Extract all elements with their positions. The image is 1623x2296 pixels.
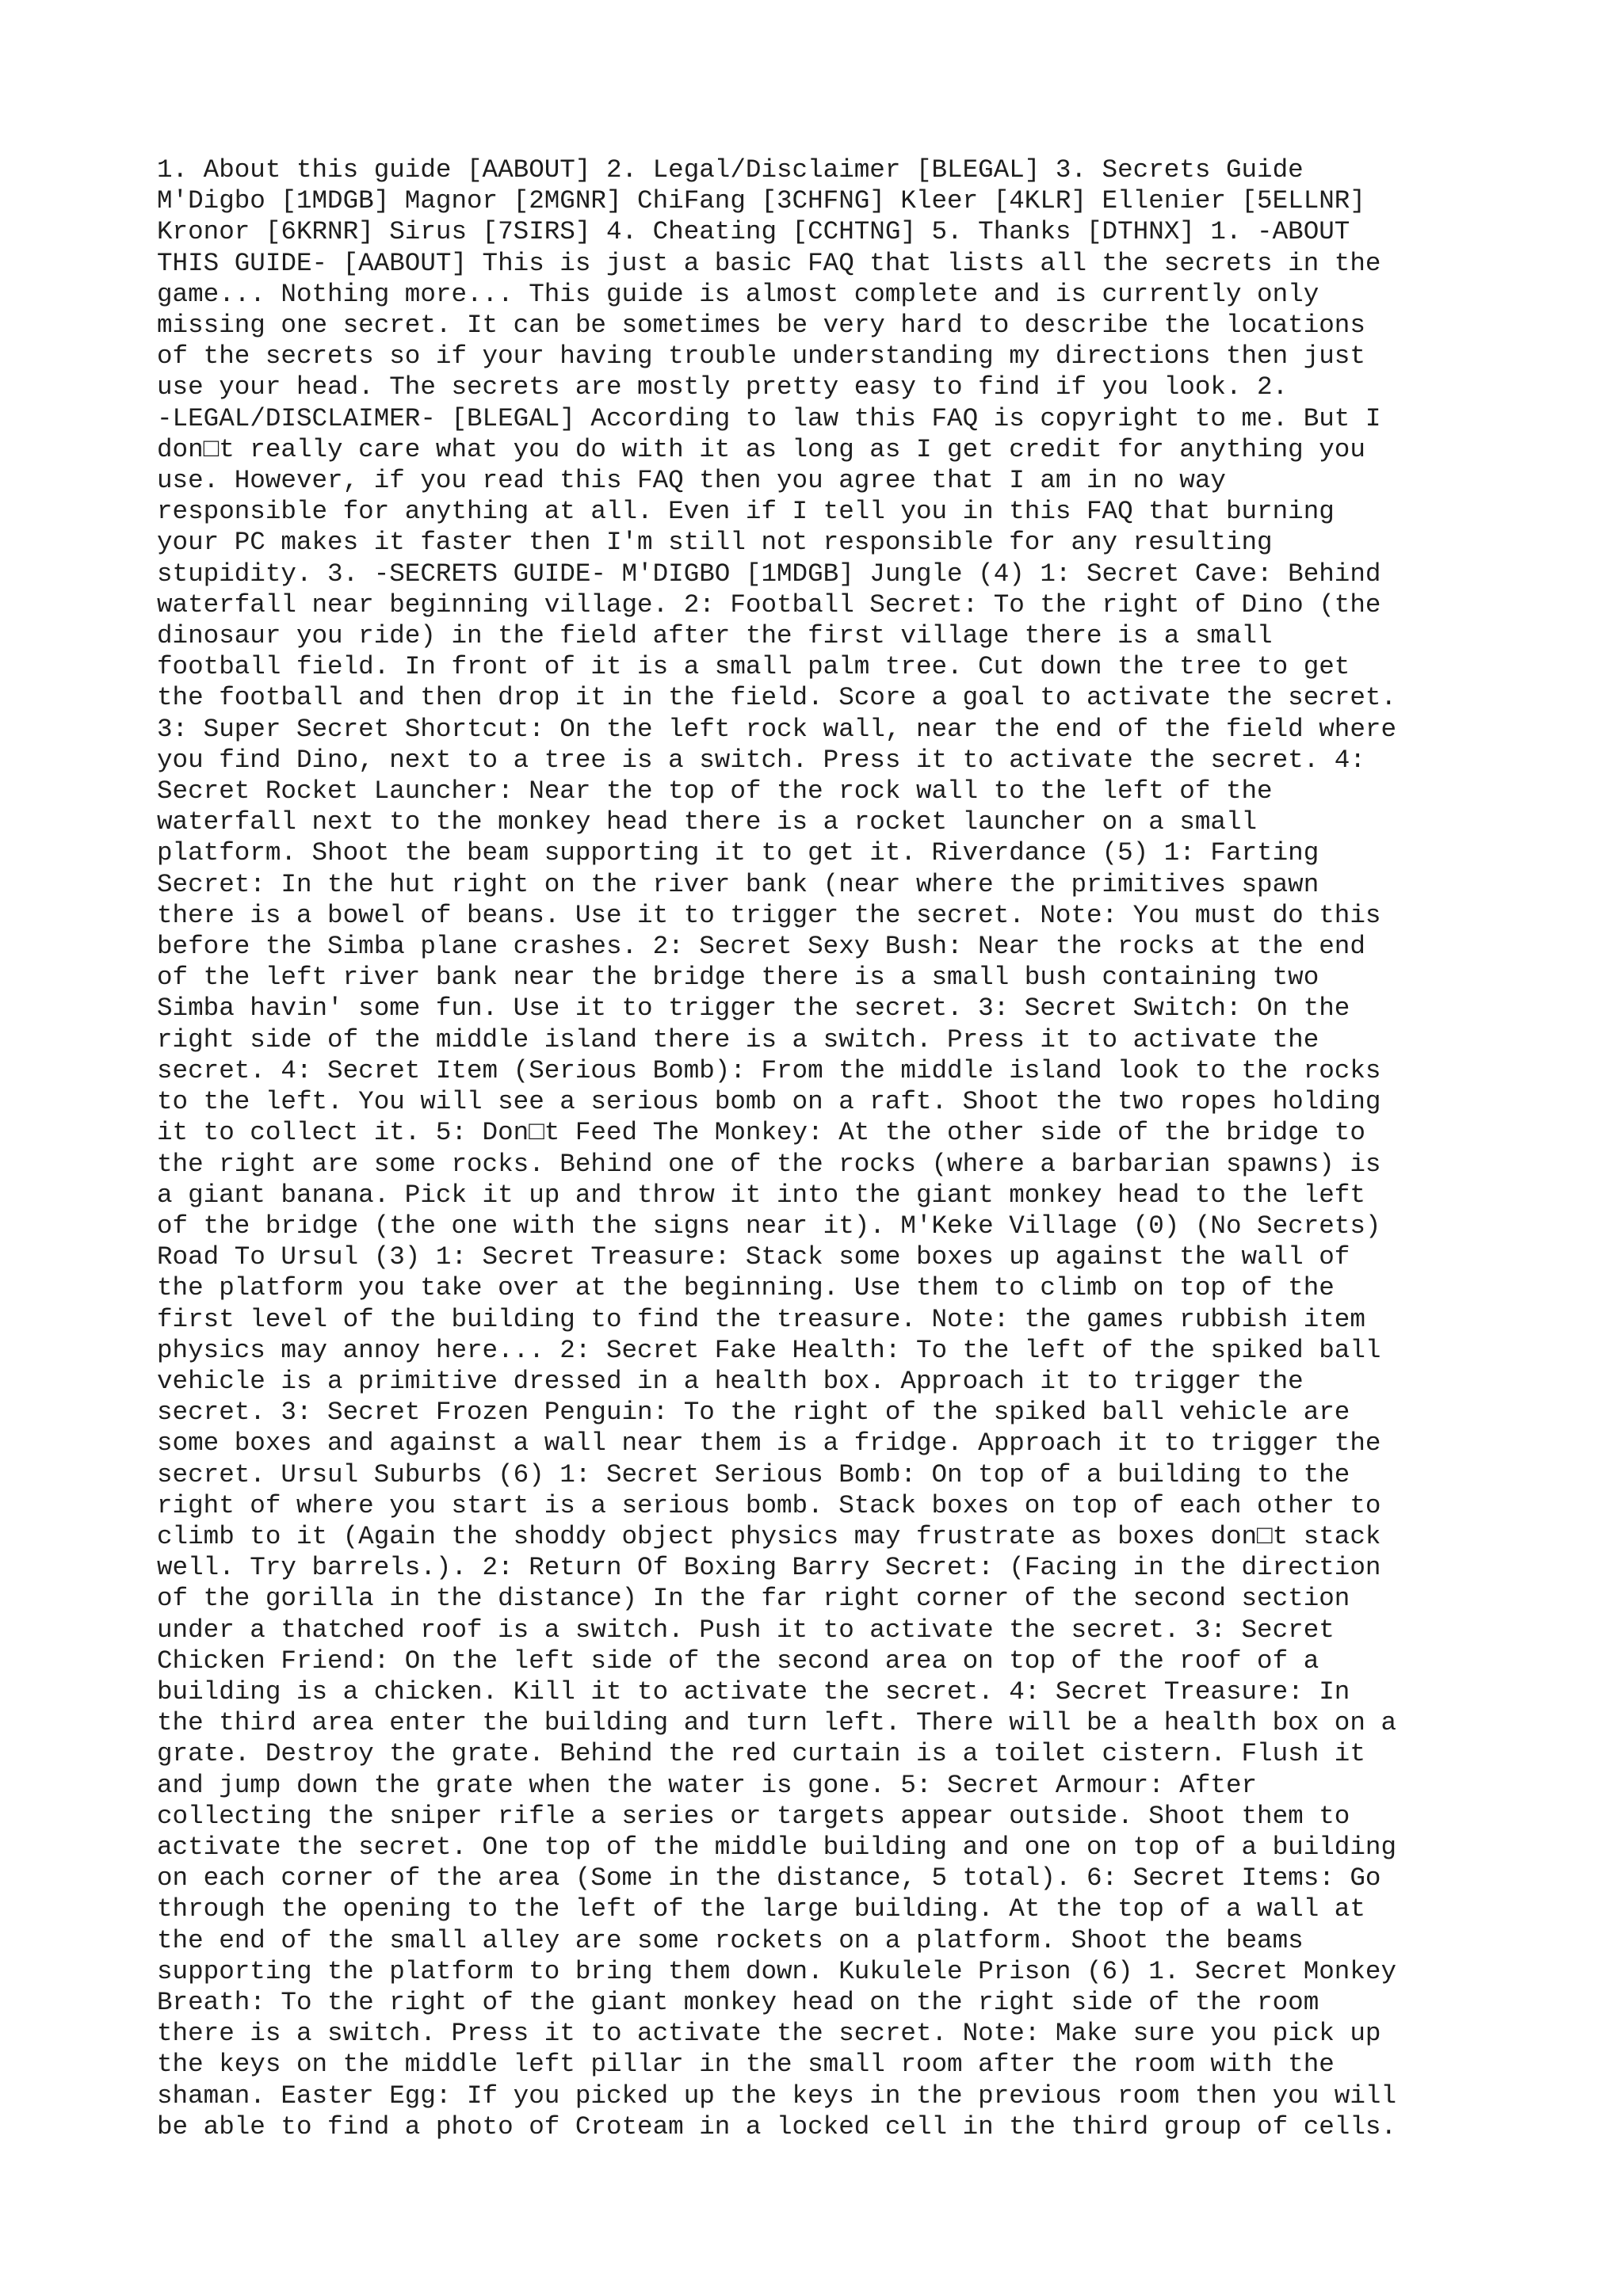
text-line: the third area enter the building and turn left. There will be a health box on a bbox=[157, 1708, 1397, 1738]
text-line: some boxes and against a wall near them is a fridge. Approach it to trigger the bbox=[157, 1428, 1381, 1459]
text-line: THIS GUIDE- [AABOUT] This is just a basic FAQ that lists all the secrets in the bbox=[157, 248, 1381, 278]
text-line: supporting the platform to bring them down. Kukulele Prison (6) 1. Secret Monkey bbox=[157, 1956, 1397, 1986]
text-line: the keys on the middle left pillar in the small room after the room with the bbox=[157, 2050, 1335, 2080]
text-line: the end of the small alley are some rockets on a platform. Shoot the beams bbox=[157, 1925, 1304, 1955]
text-line: right side of the middle island there is a switch. Press it to activate the bbox=[157, 1024, 1319, 1055]
text-line: game... Nothing more... This guide is almost complete and is currently only bbox=[157, 279, 1319, 309]
text-line: use your head. The secrets are mostly pretty easy to find if you look. 2. bbox=[157, 372, 1289, 402]
text-line: don□t really care what you do with it as long as I get credit for anything you bbox=[157, 434, 1365, 464]
text-line: the right are some rocks. Behind one of the rocks (where a barbarian spawns) is bbox=[157, 1149, 1381, 1179]
text-line: you find Dino, next to a tree is a switch. Press it to activate the secret. 4: bbox=[157, 745, 1365, 775]
text-line: building is a chicken. Kill it to activate the secret. 4: Secret Treasure: In bbox=[157, 1676, 1350, 1707]
text-line: first level of the building to find the treasure. Note: the games rubbish item bbox=[157, 1304, 1365, 1334]
text-line: Road To Ursul (3) 1: Secret Treasure: Stack some boxes up against the wall of bbox=[157, 1242, 1350, 1272]
text-line: football field. In front of it is a small palm tree. Cut down the tree to get bbox=[157, 652, 1350, 682]
text-line: it to collect it. 5: Don□t Feed The Monkey: At the other side of the bridge to bbox=[157, 1118, 1365, 1148]
text-line: of the secrets so if your having trouble understanding my directions then just bbox=[157, 341, 1365, 372]
text-line: use. However, if you read this FAQ then you agree that I am in no way bbox=[157, 466, 1226, 496]
text-line: be able to find a photo of Croteam in a locked cell in the third group of cells. bbox=[157, 2111, 1397, 2142]
text-line: collecting the sniper rifle a series or targets appear outside. Shoot them to bbox=[157, 1801, 1350, 1831]
text-line: through the opening to the left of the large building. At the top of a wall at bbox=[157, 1894, 1365, 1924]
text-line: right of where you start is a serious bomb. Stack boxes on top of each other to bbox=[157, 1490, 1381, 1520]
text-line: shaman. Easter Egg: If you picked up the keys in the previous room then you will bbox=[157, 2081, 1397, 2111]
text-line: platform. Shoot the beam supporting it to get it. Riverdance (5) 1: Farting bbox=[157, 838, 1319, 868]
text-line: missing one secret. It can be sometimes be very hard to describe the locations bbox=[157, 311, 1365, 341]
text-line: there is a switch. Press it to activate the secret. Note: Make sure you pick up bbox=[157, 2019, 1381, 2049]
text-line: secret. 4: Secret Item (Serious Bomb): From the middle island look to the rocks bbox=[157, 1055, 1381, 1085]
text-line: the football and then drop it in the field. Score a goal to activate the secret. bbox=[157, 683, 1397, 713]
text-line: Breath: To the right of the giant monkey head on the right side of the room bbox=[157, 1987, 1319, 2017]
text-line: climb to it (Again the shoddy object physics may frustrate as boxes don□t stack bbox=[157, 1521, 1381, 1551]
text-line: waterfall next to the monkey head there is a rocket launcher on a small bbox=[157, 807, 1258, 837]
text-line: grate. Destroy the grate. Behind the red curtain is a toilet cistern. Flush it bbox=[157, 1739, 1365, 1769]
text-line: physics may annoy here... 2: Secret Fake Health: To the left of the spiked ball bbox=[157, 1335, 1381, 1365]
text-line: activate the secret. One top of the middle building and one on top of a building bbox=[157, 1832, 1397, 1862]
text-line: 3: Super Secret Shortcut: On the left rock wall, near the end of the field where bbox=[157, 714, 1397, 744]
text-line: your PC makes it faster then I'm still not responsible for any resulting bbox=[157, 528, 1273, 558]
text-line: vehicle is a primitive dressed in a health box. Approach it to trigger the bbox=[157, 1366, 1304, 1396]
text-line: stupidity. 3. -SECRETS GUIDE- M'DIGBO [1MDGB] Jungle (4) 1: Secret Cave: Behind bbox=[157, 559, 1381, 589]
text-line: to the left. You will see a serious bomb on a raft. Shoot the two ropes holding bbox=[157, 1087, 1381, 1117]
text-line: waterfall near beginning village. 2: Football Secret: To the right of Dino (the bbox=[157, 589, 1381, 620]
text-line: Secret: In the hut right on the river bank (near where the primitives spawn bbox=[157, 869, 1319, 899]
text-line: and jump down the grate when the water is gone. 5: Secret Armour: After bbox=[157, 1770, 1258, 1800]
text-line: 1. About this guide [AABOUT] 2. Legal/Disclaimer [BLEGAL] 3. Secrets Guide bbox=[157, 155, 1304, 185]
text-line: M'Digbo [1MDGB] Magnor [2MGNR] ChiFang [3CHFNG] Kleer [4KLR] Ellenier [5ELLNR] bbox=[157, 186, 1365, 216]
text-line: Kronor [6KRNR] Sirus [7SIRS] 4. Cheating [CCHTNG] 5. Thanks [DTHNX] 1. -ABOUT bbox=[157, 217, 1350, 247]
text-line: responsible for anything at all. Even if I tell you in this FAQ that burning bbox=[157, 497, 1335, 527]
text-line: on each corner of the area (Some in the distance, 5 total). 6: Secret Items: Go bbox=[157, 1863, 1381, 1894]
text-line: a giant banana. Pick it up and throw it into the giant monkey head to the left bbox=[157, 1180, 1365, 1210]
text-line: well. Try barrels.). 2: Return Of Boxing Barry Secret: (Facing in the direction bbox=[157, 1553, 1381, 1583]
text-line: secret. 3: Secret Frozen Penguin: To the right of the spiked ball vehicle are bbox=[157, 1398, 1350, 1428]
document-body-text bbox=[157, 154, 1504, 2142]
text-line: of the left river bank near the bridge there is a small bush containing two bbox=[157, 963, 1319, 993]
text-line: under a thatched roof is a switch. Push it to activate the secret. 3: Secret bbox=[157, 1615, 1335, 1645]
text-line: Secret Rocket Launcher: Near the top of the rock wall to the left of the bbox=[157, 776, 1273, 807]
text-line: of the bridge (the one with the signs near it). M'Keke Village (0) (No Secrets) bbox=[157, 1211, 1381, 1241]
text-line: the platform you take over at the beginning. Use them to climb on top of the bbox=[157, 1273, 1335, 1303]
text-line: Simba havin' some fun. Use it to trigger the secret. 3: Secret Switch: On the bbox=[157, 994, 1350, 1024]
text-line: of the gorilla in the distance) In the far right corner of the second section bbox=[157, 1584, 1350, 1614]
text-line: dinosaur you ride) in the field after the first village there is a small bbox=[157, 621, 1273, 651]
text-line: -LEGAL/DISCLAIMER- [BLEGAL] According to law this FAQ is copyright to me. But I bbox=[157, 403, 1381, 433]
text-line: secret. Ursul Suburbs (6) 1: Secret Serious Bomb: On top of a building to the bbox=[157, 1459, 1350, 1489]
text-line: Chicken Friend: On the left side of the second area on top of the roof of a bbox=[157, 1646, 1319, 1676]
text-line: before the Simba plane crashes. 2: Secret Sexy Bush: Near the rocks at the end bbox=[157, 932, 1365, 962]
text-line: there is a bowel of beans. Use it to trigger the secret. Note: You must do this bbox=[157, 900, 1381, 930]
